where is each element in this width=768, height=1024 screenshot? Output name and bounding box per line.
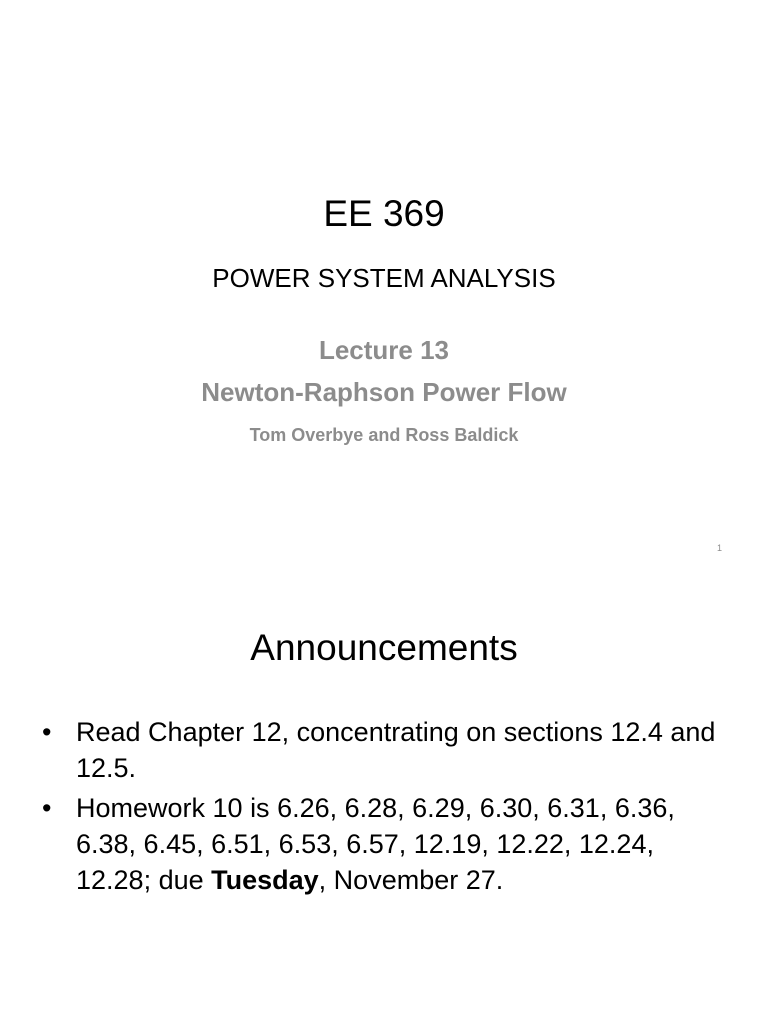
announcements-title: Announcements (250, 627, 518, 668)
announcement-text: Read Chapter 12, concentrating on sections 12.4 and 12.5. (76, 717, 716, 783)
announcements-slide (0, 576, 768, 1024)
bullet-glyph: • (42, 793, 52, 823)
announcement-text-end: , November 27. (318, 865, 504, 895)
slide-number: 1 (716, 543, 722, 553)
lecture-title: Newton-Raphson Power Flow (201, 377, 567, 407)
lecture-number: Lecture 13 (318, 335, 450, 365)
lecture-authors: Tom Overbye and Ross Baldick (249, 425, 519, 445)
announcement-text: Homework 10 is 6.26, 6.28, 6.29, 6.30, 6.31, 6.36, 6.38, 6.45, 6.51, 6.53, 6.57, 12.19, 12.22, 12.24, 12.28; due (76, 793, 675, 895)
course-code: EE 369 (323, 193, 445, 234)
due-day: Tuesday (211, 865, 319, 895)
announcements-list (42, 714, 732, 902)
announcement-item-reading (42, 714, 732, 786)
course-name: POWER SYSTEM ANALYSIS (212, 263, 556, 293)
bullet-glyph: • (42, 717, 52, 747)
announcement-item-homework (42, 790, 732, 898)
